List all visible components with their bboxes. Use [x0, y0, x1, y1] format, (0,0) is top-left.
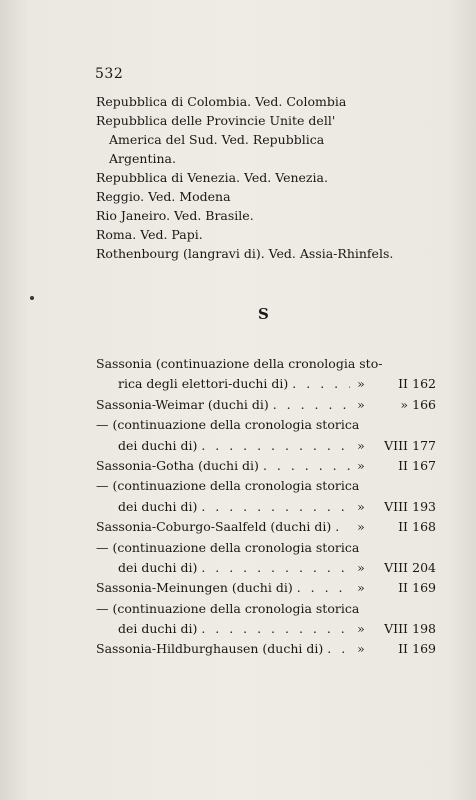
leader-dots	[297, 578, 350, 598]
section-heading: S	[258, 305, 270, 323]
entry-text: dei duchi di)	[118, 621, 198, 637]
volume-number: II	[398, 457, 408, 473]
page-reference: 162	[412, 376, 436, 392]
entry-text: rica degli elettori-duchi di)	[118, 376, 289, 392]
leader-dots	[201, 436, 350, 456]
entry-text: Sassonia-Coburgo-Saalfeld (duchi di)	[96, 519, 332, 535]
index-entry	[96, 517, 436, 537]
list-item: Repubblica di Venezia. Ved. Venezia.	[96, 170, 328, 185]
volume-number: VIII	[384, 437, 408, 453]
page-reference: 193	[412, 498, 436, 514]
volume-number: II	[398, 580, 408, 596]
index-entry	[96, 415, 436, 456]
entry-text: — (continuazione della cronologia storica	[96, 600, 360, 616]
leader-dots	[273, 395, 350, 415]
volume-number: VIII	[384, 559, 408, 575]
ditto-mark: »	[357, 498, 365, 514]
ditto-mark: »	[357, 396, 365, 412]
entry-text: Sassonia-Weimar (duchi di)	[96, 396, 269, 412]
volume-number: VIII	[384, 498, 408, 514]
list-item: Rothenbourg (langravi di). Ved. Assia-Rhinfels.	[96, 246, 394, 261]
leader-dots	[201, 497, 350, 517]
volume-number: VIII	[384, 621, 408, 637]
index-entry	[96, 599, 436, 640]
list-item: Repubblica di Colombia. Ved. Colombia	[96, 94, 347, 109]
index-entry	[96, 538, 436, 579]
index-entry	[96, 578, 436, 598]
entry-text: Sassonia-Hildburghausen (duchi di)	[96, 641, 324, 657]
index-list	[96, 354, 436, 660]
page-reference: 169	[412, 580, 436, 596]
index-entry	[96, 456, 436, 476]
leader-dots	[201, 558, 350, 578]
leader-dots	[335, 517, 350, 537]
volume-number: II	[398, 376, 408, 392]
entry-text: — (continuazione della cronologia storica	[96, 478, 360, 494]
entry-text: Sassonia-Meinungen (duchi di)	[96, 580, 293, 596]
index-entry	[96, 476, 436, 517]
ditto-mark: »	[357, 519, 365, 535]
page-number: 532	[95, 66, 124, 82]
index-entry	[96, 639, 436, 659]
page-reference: 167	[412, 457, 436, 473]
leader-dots	[201, 619, 350, 639]
volume-number: II	[398, 641, 408, 657]
list-item: Roma. Ved. Papi.	[96, 227, 203, 242]
ditto-mark: »	[357, 376, 365, 392]
ditto-mark: »	[357, 437, 365, 453]
leader-dots	[263, 456, 350, 476]
ink-spot	[30, 296, 34, 300]
ditto-mark: »	[357, 621, 365, 637]
entry-text: dei duchi di)	[118, 437, 198, 453]
page-reference: 177	[412, 437, 436, 453]
leader-dots	[292, 374, 350, 394]
volume-number: »	[400, 396, 408, 412]
page-reference: 169	[412, 641, 436, 657]
ditto-mark: »	[357, 457, 365, 473]
entry-text: Sassonia-Gotha (duchi di)	[96, 457, 259, 473]
index-entry	[96, 354, 436, 395]
entry-text: dei duchi di)	[118, 498, 198, 514]
page-reference: 166	[412, 396, 436, 412]
volume-number: II	[398, 519, 408, 535]
ditto-mark: »	[357, 580, 365, 596]
list-item: Rio Janeiro. Ved. Brasile.	[96, 208, 254, 223]
entry-text: Sassonia (continuazione della cronologia sto-	[96, 356, 383, 371]
index-entry	[96, 395, 436, 415]
entry-text: — (continuazione della cronologia storica	[96, 539, 360, 555]
list-item: Reggio. Ved. Modena	[96, 189, 231, 204]
cross-reference-list	[96, 92, 394, 263]
ditto-mark: »	[357, 641, 365, 657]
page-reference: 204	[412, 559, 436, 575]
entry-text: — (continuazione della cronologia storica	[96, 417, 360, 433]
list-item: Repubblica delle Provincie Unite dell' America del Sud. Ved. Repubblica Argentina.	[96, 113, 336, 166]
ditto-mark: »	[357, 559, 365, 575]
page-reference: 198	[412, 621, 436, 637]
page-reference: 168	[412, 519, 436, 535]
leader-dots	[327, 639, 350, 659]
entry-text: dei duchi di)	[118, 559, 198, 575]
